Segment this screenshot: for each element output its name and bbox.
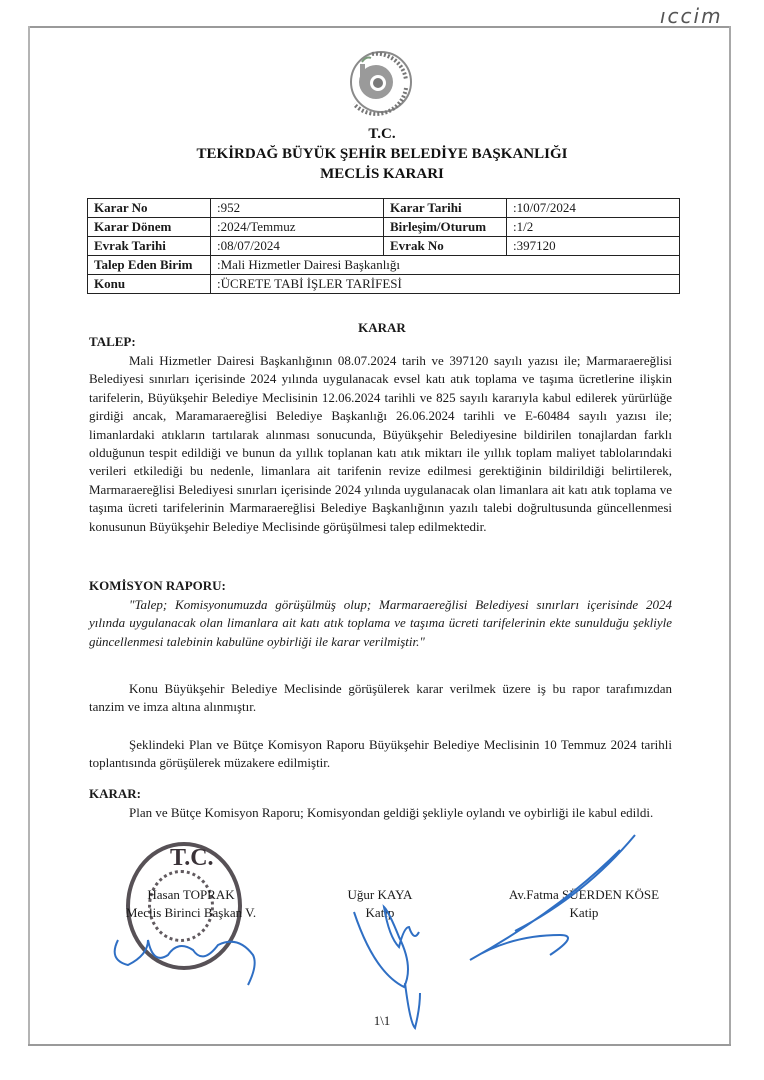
komisyon-text: Konu Büyükşehir Belediye Meclisinde görüşülerek karar verilmek üzere iş bu rapor tarafımızdan tanzim ve imza altına alınmıştır. <box>89 681 672 715</box>
karar-final-text: Plan ve Bütçe Komisyon Raporu; Komisyondan geldiği şekliyle oylandı ve oybirliği ile kabul edildi. <box>129 805 654 820</box>
komisyon-paragraph <box>89 680 672 717</box>
talep-eden-birim-label: Talep Eden Birim <box>88 256 211 275</box>
header-tc: T.C. <box>368 126 396 142</box>
karar-final-paragraph <box>89 804 672 822</box>
signature-block-clerk-2 <box>484 886 684 922</box>
signer-name: Uğur KAYA <box>347 887 413 902</box>
signer-title: Meclis Birinci Başkan V. <box>125 905 257 920</box>
table-row <box>88 256 680 275</box>
konu-label: Konu <box>88 275 211 294</box>
decision-meta-table <box>87 198 680 294</box>
table-row <box>88 218 680 237</box>
signature-block-clerk-1 <box>320 886 440 922</box>
signer-name: Av.Fatma SÜERDEN KÖSE <box>508 887 660 902</box>
konu-value: :ÜCRETE TABİ İŞLER TARİFESİ <box>211 275 680 294</box>
page-frame-top <box>28 26 730 28</box>
komisyon-quote-paragraph <box>89 596 672 651</box>
komisyon-quote: "Talep; Komisyonumuzda görüşülmüş olup; Marmaraereğlisi Belediyesi sınırları içerisinde 2024 yılında uygulanacak olan limanlara ait katı atık toplama ve taşıma ücreti tarifelerinin ekte sunulduğu şekliyle güncellenmesi talebinin kabulüne oybirliği ile karar verilmiştir." <box>89 597 672 649</box>
sekil-text: Şeklindeki Plan ve Bütçe Komisyon Raporu Büyükşehir Belediye Meclisinin 10 Temmuz 2024 tarihli toplantısında görüşülerek müzakere edilmiştir. <box>89 737 672 771</box>
evrak-no-value: :397120 <box>507 237 680 256</box>
karar-tarihi-value: :10/07/2024 <box>507 199 680 218</box>
signer-name: Hasan TOPRAK <box>147 887 235 902</box>
table-row <box>88 275 680 294</box>
karar-no-label: Karar No <box>88 199 211 218</box>
karar-no-value: :952 <box>211 199 384 218</box>
signature-block-president <box>96 886 286 922</box>
signer-title: Katip <box>569 905 599 920</box>
evrak-tarihi-label: Evrak Tarihi <box>88 237 211 256</box>
birlesim-value: :1/2 <box>507 218 680 237</box>
signer-title: Katip <box>365 905 395 920</box>
karar-final-heading: KARAR: <box>89 786 141 801</box>
sekil-paragraph <box>89 736 672 773</box>
tekirdag-municipality-logo-icon <box>336 44 426 120</box>
handwritten-annotation: ıccim <box>660 4 723 28</box>
birlesim-label: Birleşim/Oturum <box>384 218 507 237</box>
page-title: MECLİS KARARI <box>320 166 444 182</box>
table-row <box>88 199 680 218</box>
stamp-text: T.C. <box>170 845 214 871</box>
page-frame-bottom <box>28 1044 731 1046</box>
karar-tarihi-label: Karar Tarihi <box>384 199 507 218</box>
talep-paragraph <box>89 352 672 536</box>
karar-donem-label: Karar Dönem <box>88 218 211 237</box>
page-number: 1\1 <box>373 1013 391 1028</box>
karar-donem-value: :2024/Temmuz <box>211 218 384 237</box>
komisyon-raporu-heading: KOMİSYON RAPORU: <box>89 578 226 593</box>
karar-heading: KARAR <box>358 320 406 335</box>
talep-eden-birim-value: :Mali Hizmetler Dairesi Başkanlığı <box>211 256 680 275</box>
evrak-no-label: Evrak No <box>384 237 507 256</box>
table-row <box>88 237 680 256</box>
talep-heading: TALEP: <box>89 334 136 349</box>
header-organization: TEKİRDAĞ BÜYÜK ŞEHİR BELEDİYE BAŞKANLIĞI <box>196 146 568 162</box>
talep-text: Mali Hizmetler Dairesi Başkanlığının 08.07.2024 tarih ve 397120 sayılı yazısı ile; Marmaraereğlisi Belediyesi sınırları içerisinde 2024 yılında uygulanacak evsel katı atık toplama ve taşıma ücretlerine ilişkin tarifelerin, Büyükşehir Belediye Meclisinin 12.06.2024 tarihli ve 825 sayılı kararıyla kabul edilerek yürürlüğe girdiği ancak, Maramaraereğlisi Belediye Başkanlığı 26.06.2024 tarihli ve E-60484 sayılı yazısı ile; limanlardaki atıkların tartılarak alınması sonucunda, Büyükşehir Belediyesine bildirilen tonajlardan farklı olduğunun tespit edildiği ve bunun da yıllık toplanan katı atık miktarı ile yıllık toplam maliyet tablolarındaki verileri etkilediği bu nedenle, limanlara ait tarifenin revize edilmesi gerektiğinin bildirildiği belirtilerek, Marmaraereğlisi Belediyesi sınırları içerisinde 2024 yılında uygulanacak olan limanlara ait katı atık toplama ve taşıma ücreti tarifelerinin Marmaraereğlisi Belediye Başkanlığının yazılı talebi doğrultusunda güncellenmesi konusunun Büyükşehir Belediye Meclisinde görüşülmesi talep edilmektedir. <box>89 353 672 534</box>
evrak-tarihi-value: :08/07/2024 <box>211 237 384 256</box>
